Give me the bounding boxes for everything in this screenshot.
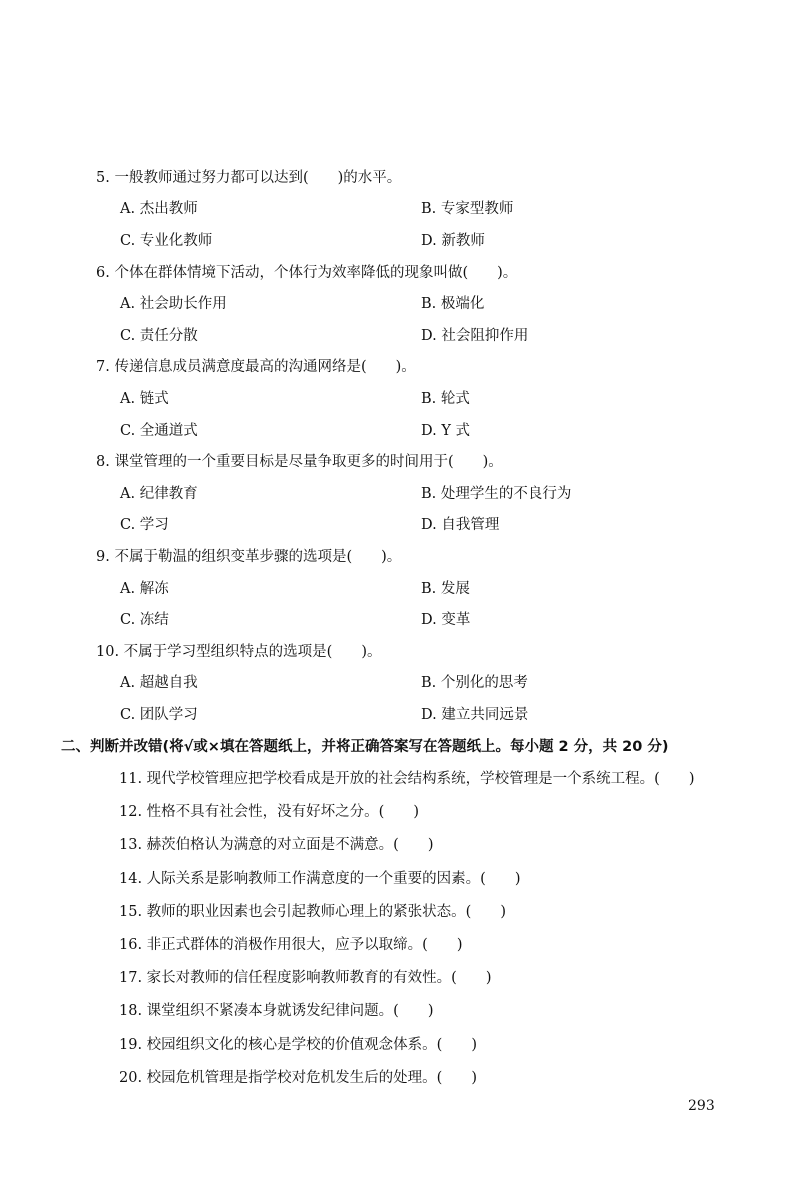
question-8-option-a: A. 纪律教育 (120, 486, 198, 502)
question-5-option-b: B. 专家型教师 (421, 201, 514, 217)
question-5: 5. 一般教师通过努力都可以达到( )的水平。 (96, 170, 402, 186)
question-6-option-c: C. 责任分散 (120, 328, 198, 344)
question-9-option-c: C. 冻结 (120, 612, 169, 628)
question-8-option-c: C. 学习 (120, 517, 169, 533)
question-10-option-d: D. 建立共同远景 (421, 707, 529, 723)
question-14: 14. 人际关系是影响教师工作满意度的一个重要的因素。( ) (119, 871, 521, 887)
question-18: 18. 课堂组织不紧凑本身就诱发纪律问题。( ) (119, 1003, 434, 1019)
question-5-option-c: C. 专业化教师 (120, 233, 213, 249)
question-17: 17. 家长对教师的信任程度影响教师教育的有效性。( ) (119, 970, 492, 986)
question-8-option-d: D. 自我管理 (421, 517, 500, 533)
question-13: 13. 赫茨伯格认为满意的对立面是不满意。( ) (119, 837, 434, 853)
question-9-option-b: B. 发展 (421, 581, 470, 597)
question-7: 7. 传递信息成员满意度最高的沟通网络是( )。 (96, 359, 416, 375)
question-12: 12. 性格不具有社会性，没有好坏之分。( ) (119, 804, 419, 820)
question-7-option-c: C. 全通道式 (120, 423, 198, 439)
question-6: 6. 个体在群体情境下活动，个体行为效率降低的现象叫做( )。 (96, 265, 518, 281)
question-6-option-d: D. 社会阻抑作用 (421, 328, 529, 344)
question-20: 20. 校园危机管理是指学校对危机发生后的处理。( ) (119, 1070, 477, 1086)
question-11: 11. 现代学校管理应把学校看成是开放的社会结构系统，学校管理是一个系统工程。( ) (119, 771, 695, 787)
question-10-option-c: C. 团队学习 (120, 707, 198, 723)
page-number: 293 (688, 1098, 715, 1114)
question-9-option-a: A. 解冻 (120, 581, 169, 597)
question-9-option-d: D. 变革 (421, 612, 471, 628)
question-7-option-a: A. 链式 (120, 391, 169, 407)
question-10-option-b: B. 个别化的思考 (421, 675, 528, 691)
question-6-option-a: A. 社会助长作用 (120, 296, 227, 312)
question-5-option-d: D. 新教师 (421, 233, 485, 249)
question-6-option-b: B. 极端化 (421, 296, 485, 312)
question-7-option-b: B. 轮式 (421, 391, 470, 407)
question-10-option-a: A. 超越自我 (120, 675, 198, 691)
question-8-option-b: B. 处理学生的不良行为 (421, 486, 572, 502)
question-5-option-a: A. 杰出教师 (120, 201, 198, 217)
question-8: 8. 课堂管理的一个重要目标是尽量争取更多的时间用于( )。 (96, 454, 503, 470)
question-19: 19. 校园组织文化的核心是学校的价值观念体系。( ) (119, 1037, 477, 1053)
question-15: 15. 教师的职业因素也会引起教师心理上的紧张状态。( ) (119, 904, 506, 920)
question-7-option-d: D. Y 式 (421, 423, 471, 439)
question-10: 10. 不属于学习型组织特点的选项是( )。 (96, 644, 382, 660)
question-16: 16. 非正式群体的消极作用很大，应予以取缔。( ) (119, 937, 463, 953)
question-9: 9. 不属于勒温的组织变革步骤的选项是( )。 (96, 549, 402, 565)
section-2-heading: 二、判断并改错(将√或×填在答题纸上，并将正确答案写在答题纸上。每小题 2 分，共 20 分) (61, 739, 669, 755)
